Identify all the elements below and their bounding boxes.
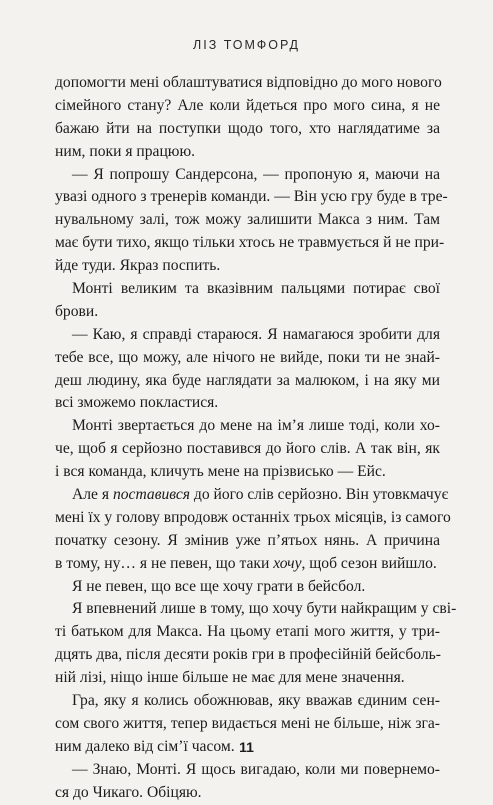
text-line: Я впевнений лише в тому, що хочу бути найкращим у сві- (72, 600, 457, 618)
page-number: 11 (239, 739, 254, 755)
text-line: — Я попрошу Сандерсона, — пропоную я, маючи на (72, 165, 440, 183)
text-line: нувальному залі, тож можу залишити Макса з ним. Там (55, 211, 440, 229)
text-line: Але я поставився до його слів серйозно. Він утовкмачує (72, 486, 449, 504)
text-line: і вся команда, кличуть мене на прізвисько — Ейс. (55, 463, 386, 481)
text-line: сімейного стану? Але коли йдеться про мого сина, я не (55, 96, 440, 114)
text-line: Я не певен, що все ще хочу грати в бейсбол. (72, 577, 366, 595)
text-line: допомогти мені облаштуватися відповідно до мого нового (55, 74, 442, 91)
paragraph (55, 759, 440, 805)
text-line: в тому, ну… я не певен, що таки хочу, щоб сезон вийшло. (55, 554, 437, 572)
paragraph (55, 484, 451, 576)
text-line: сом свого життя, тепер видається мені не більше, ніж зга- (55, 714, 440, 732)
paragraph (55, 72, 440, 164)
paragraph (55, 415, 440, 484)
text-line: — Знаю, Монті. Я щось вигадаю, коли ми повернемо- (72, 760, 440, 778)
body-text (55, 72, 457, 805)
text-line: початку сезону. Я змінив уже п’ятьох нянь. А причина (55, 531, 440, 549)
text-line: ся до Чикаго. Обіцяю. (55, 783, 202, 801)
text-line: всі зможемо покластися. (55, 394, 219, 412)
text-line: тебе все, що можу, але нічого не вийде, поки ти не знай- (55, 348, 440, 366)
text-line: брови. (55, 302, 99, 320)
text-line: дцять два, після десяти років гри в професійній бейсболь- (55, 646, 441, 664)
text-line: йде туди. Якраз поспить. (55, 257, 221, 275)
paragraph (55, 164, 448, 278)
text-line: мені їх у голову впродовж останніх трьох місяців, із самого (55, 508, 451, 526)
paragraph (55, 576, 440, 599)
paragraph (55, 324, 440, 416)
text-line: бажаю йти на поступки щодо того, хто наглядатиме за (55, 119, 440, 137)
paragraph (55, 278, 440, 324)
text-line: деш людину, яка буде наглядати за малюком, і на яку ми (55, 371, 440, 389)
text-line: увазі одного з тренерів команди. — Він усю гру буде в тре- (55, 188, 448, 206)
emphasis: хочу (273, 554, 302, 572)
paragraph (55, 598, 457, 690)
text-line: че, щоб я серйозно поставився до його слів. А так він, як (55, 440, 440, 458)
text-line: ті батьком для Макса. На цьому етапі мого життя, у три- (55, 623, 440, 641)
text-line: Монті великим та вказівним пальцями потирає свої (72, 280, 440, 298)
text-line: Гра, яку я колись обожнював, яку вважав єдиним сен- (72, 692, 440, 710)
text-line: ній лізі, ніщо інше більше не має для мене значення. (55, 669, 405, 687)
text-line: має бути тихо, якщо тільки хтось не травмується й не при- (55, 234, 445, 252)
text-line: ним далеко від сім’ї часом. (55, 737, 235, 755)
running-header-author: ЛІЗ ТОМФОРД (193, 38, 300, 52)
emphasis: поставився (112, 486, 191, 504)
text-line: Монті звертається до мене на ім’я лише тоді, коли хо- (72, 417, 440, 435)
text-line: — Каю, я справді стараюся. Я намагаюся зробити для (72, 325, 440, 343)
text-line: ним, поки я працюю. (55, 142, 195, 160)
